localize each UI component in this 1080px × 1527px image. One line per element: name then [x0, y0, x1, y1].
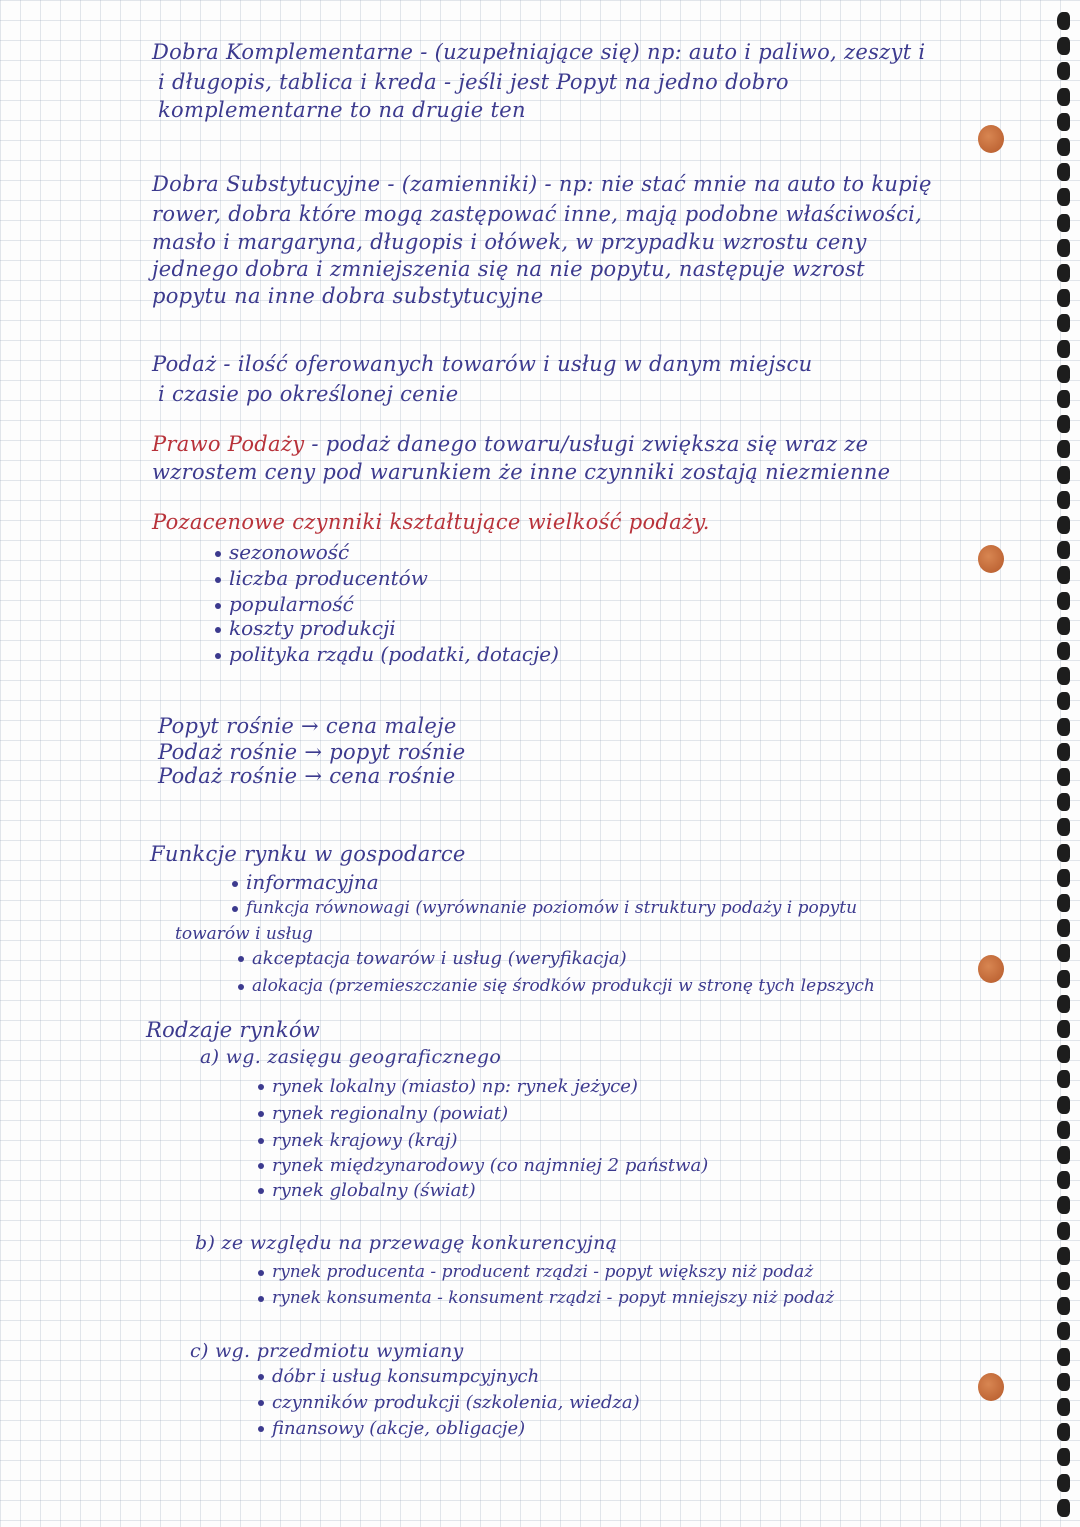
exchange-market-item: finansowy (akcje, obligacje): [258, 1418, 525, 1439]
spiral-hole: [1057, 1423, 1070, 1441]
supply-factor-item: liczba producentów: [215, 566, 428, 590]
spiral-hole: [1057, 1070, 1070, 1088]
law-of-supply-line-2: wzrostem ceny pod warunkiem że inne czynniki zostają niezmienne: [152, 460, 891, 484]
geo-market-item: rynek regionalny (powiat): [258, 1103, 508, 1124]
geo-market-item: rynek lokalny (miasto) np: rynek jeżyce): [258, 1076, 638, 1097]
punch-hole-top: [978, 125, 1004, 153]
substitute-goods-line-4: jednego dobra i zmniejszenia się na nie popytu, następuje wzrost: [152, 257, 865, 281]
spiral-hole: [1057, 491, 1070, 509]
spiral-hole: [1057, 37, 1070, 55]
exchange-market-item: dóbr i usług konsumpcyjnych: [258, 1366, 539, 1387]
spiral-hole: [1057, 617, 1070, 635]
geo-market-item: rynek międzynarodowy (co najmniej 2 państwa): [258, 1155, 708, 1176]
supply-definition-line-1: Podaż - ilość oferowanych towarów i usług w danym miejscu: [152, 352, 813, 376]
spiral-hole: [1057, 466, 1070, 484]
spiral-hole: [1057, 1121, 1070, 1139]
spiral-hole: [1057, 592, 1070, 610]
law-of-supply-line-1: [152, 432, 868, 456]
spiral-hole: [1057, 970, 1070, 988]
spiral-hole: [1057, 1096, 1070, 1114]
spiral-hole: [1057, 365, 1070, 383]
substitute-goods-line-5: popytu na inne dobra substytucyjne: [152, 284, 544, 308]
spiral-hole: [1057, 1448, 1070, 1466]
spiral-hole: [1057, 314, 1070, 332]
spiral-hole: [1057, 440, 1070, 458]
supply-factor-item: popularność: [215, 592, 354, 616]
complementary-goods-line-3: komplementarne to na drugie ten: [158, 98, 526, 122]
supply-factor-item: sezonowość: [215, 540, 349, 564]
market-functions-heading: Funkcje rynku w gospodarce: [150, 842, 466, 866]
market-function-item: alokacja (przemieszczanie się środków produkcji w stronę tych lepszych: [238, 976, 875, 996]
spiral-hole: [1057, 1499, 1070, 1517]
spiral-hole: [1057, 1272, 1070, 1290]
spiral-hole: [1057, 667, 1070, 685]
complementary-goods-line-2: i długopis, tablica i kreda - jeśli jest Popyt na jedno dobro: [158, 70, 789, 94]
geo-market-item: rynek globalny (świat): [258, 1180, 476, 1201]
spiral-hole: [1057, 844, 1070, 862]
spiral-binding: [1042, 0, 1080, 1527]
spiral-hole: [1057, 390, 1070, 408]
spiral-hole: [1057, 869, 1070, 887]
spiral-hole: [1057, 566, 1070, 584]
spiral-hole: [1057, 818, 1070, 836]
exchange-markets-subheading: c) wg. przedmiotu wymiany: [190, 1340, 464, 1362]
supply-definition-line-2: i czasie po określonej cenie: [158, 382, 459, 406]
market-function-item: akceptacja towarów i usług (weryfikacja): [238, 948, 627, 969]
spiral-hole: [1057, 642, 1070, 660]
spiral-hole: [1057, 541, 1070, 559]
market-function-continuation: towarów i usług: [175, 924, 313, 944]
relation-line-3: Podaż rośnie → cena rośnie: [158, 764, 456, 788]
advantage-market-item: rynek producenta - producent rządzi - popyt większy niż podaż: [258, 1262, 813, 1282]
spiral-hole: [1057, 919, 1070, 937]
non-price-factors-heading: Pozacenowe czynniki kształtujące wielkość podaży.: [152, 510, 710, 534]
spiral-hole: [1057, 1171, 1070, 1189]
spiral-hole: [1057, 1146, 1070, 1164]
punch-hole-upper: [978, 545, 1004, 573]
spiral-hole: [1057, 1348, 1070, 1366]
spiral-hole: [1057, 1196, 1070, 1214]
spiral-hole: [1057, 415, 1070, 433]
spiral-hole: [1057, 1297, 1070, 1315]
spiral-hole: [1057, 12, 1070, 30]
relation-line-1: Popyt rośnie → cena maleje: [158, 714, 457, 738]
punch-hole-lower: [978, 955, 1004, 983]
substitute-goods-line-1: Dobra Substytucyjne - (zamienniki) - np: nie stać mnie na auto to kupię: [152, 172, 932, 196]
advantage-markets-subheading: b) ze względu na przewagę konkurencyjną: [195, 1232, 618, 1254]
spiral-hole: [1057, 113, 1070, 131]
market-function-item: funkcja równowagi (wyrównanie poziomów i struktury podaży i popytu: [232, 898, 857, 918]
spiral-hole: [1057, 163, 1070, 181]
spiral-hole: [1057, 1045, 1070, 1063]
spiral-hole: [1057, 239, 1070, 257]
exchange-market-item: czynników produkcji (szkolenia, wiedza): [258, 1392, 640, 1413]
spiral-hole: [1057, 188, 1070, 206]
spiral-hole: [1057, 1398, 1070, 1416]
spiral-hole: [1057, 718, 1070, 736]
complementary-goods-line-1: Dobra Komplementarne - (uzupełniające się) np: auto i paliwo, zeszyt i: [152, 40, 926, 64]
law-of-supply-title: Prawo Podaży: [152, 432, 305, 456]
spiral-hole: [1057, 1020, 1070, 1038]
spiral-hole: [1057, 516, 1070, 534]
market-function-item: informacyjna: [232, 870, 379, 894]
spiral-hole: [1057, 88, 1070, 106]
relation-line-2: Podaż rośnie → popyt rośnie: [158, 740, 466, 764]
spiral-hole: [1057, 1222, 1070, 1240]
spiral-hole: [1057, 1247, 1070, 1265]
spiral-hole: [1057, 138, 1070, 156]
spiral-hole: [1057, 692, 1070, 710]
spiral-hole: [1057, 340, 1070, 358]
substitute-goods-line-3: masło i margaryna, długopis i ołówek, w przypadku wzrostu ceny: [152, 230, 867, 254]
spiral-hole: [1057, 1474, 1070, 1492]
punch-hole-bottom: [978, 1373, 1004, 1401]
spiral-hole: [1057, 1373, 1070, 1391]
spiral-hole: [1057, 768, 1070, 786]
spiral-hole: [1057, 894, 1070, 912]
spiral-hole: [1057, 1322, 1070, 1340]
advantage-market-item: rynek konsumenta - konsument rządzi - popyt mniejszy niż podaż: [258, 1288, 834, 1308]
spiral-hole: [1057, 944, 1070, 962]
market-types-heading: Rodzaje rynków: [146, 1018, 321, 1042]
law-of-supply-text: - podaż danego towaru/usługi zwiększa się wraz ze: [311, 432, 869, 456]
spiral-hole: [1057, 289, 1070, 307]
supply-factor-item: koszty produkcji: [215, 616, 396, 640]
substitute-goods-line-2: rower, dobra które mogą zastępować inne, mają podobne właściwości,: [152, 202, 923, 226]
spiral-hole: [1057, 995, 1070, 1013]
spiral-hole: [1057, 62, 1070, 80]
geo-markets-subheading: a) wg. zasięgu geograficznego: [200, 1046, 502, 1068]
spiral-hole: [1057, 743, 1070, 761]
spiral-hole: [1057, 793, 1070, 811]
supply-factor-item: polityka rządu (podatki, dotacje): [215, 642, 559, 666]
spiral-hole: [1057, 264, 1070, 282]
geo-market-item: rynek krajowy (kraj): [258, 1130, 457, 1151]
spiral-hole: [1057, 214, 1070, 232]
